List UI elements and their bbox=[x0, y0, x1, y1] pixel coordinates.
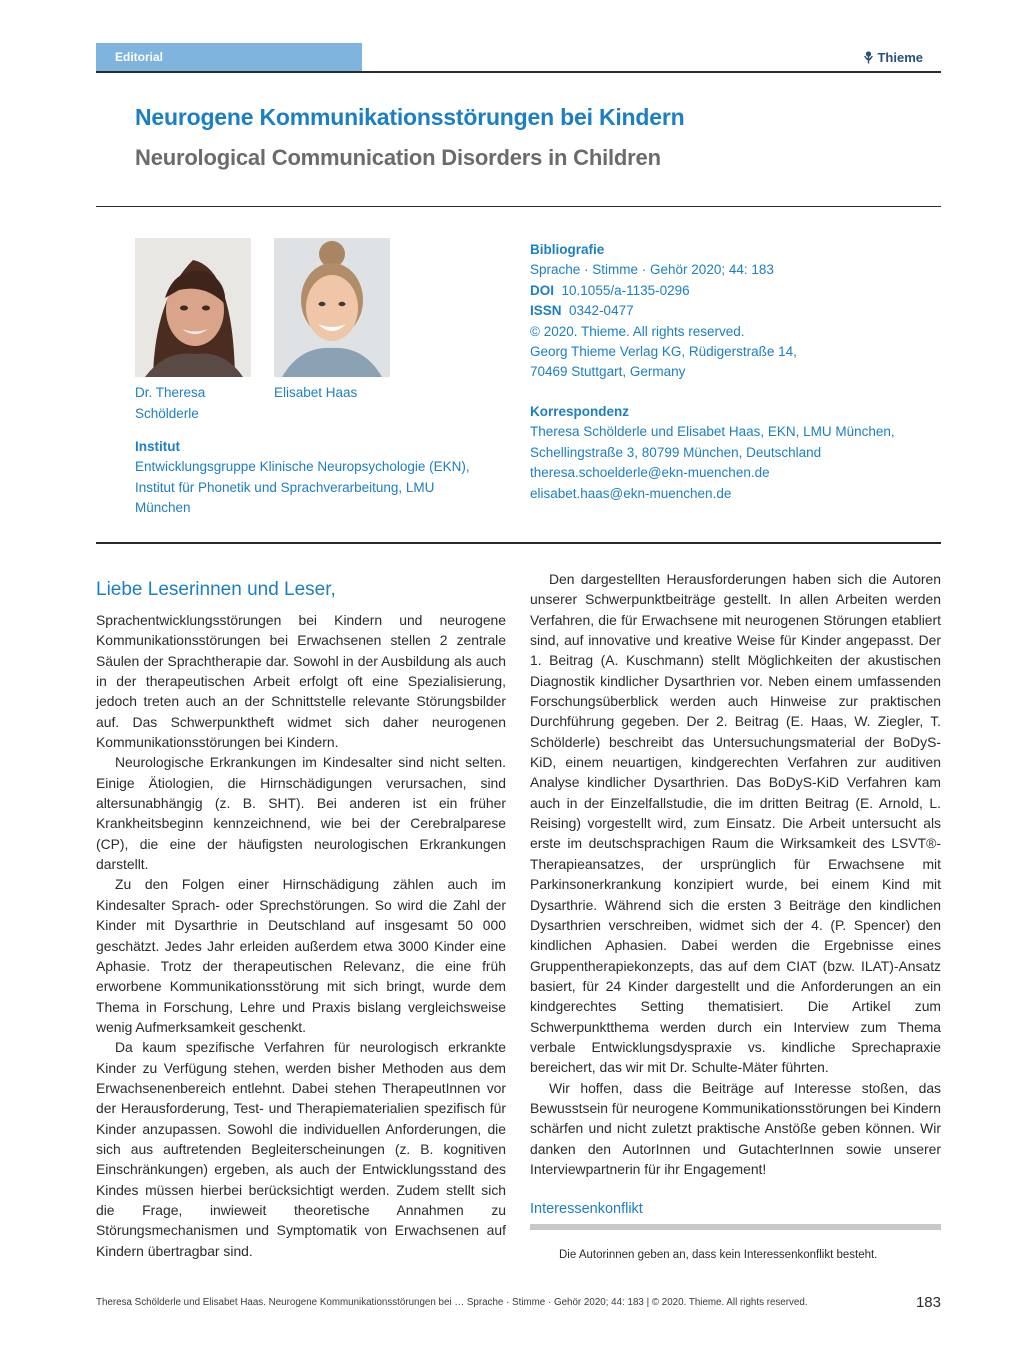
front-matter-rule bbox=[96, 542, 941, 544]
page-number: 183 bbox=[915, 1294, 941, 1311]
copyright-line: © 2020. Thieme. All rights reserved. bbox=[530, 323, 745, 339]
author-photo-haas bbox=[274, 238, 390, 377]
doi-line: DOI 10.1055/a-1135-0296 bbox=[530, 282, 690, 298]
correspondence-line: Theresa Schölderle und Elisabet Haas, EKN, LMU München, bbox=[530, 424, 895, 440]
author-name-haas: Elisabet Haas bbox=[274, 385, 358, 400]
body-paragraph: Sprachentwicklungsstörungen bei Kindern und neurogene Kommunikationsstörungen bei Erwachsenen stellen 2 zentrale Säulen der Sprachtherapie dar. Sowohl in der Ausbildung als auch in der therapeutischen Arbeit erfolgt oft eine Spezialisierung, jedoch treten auch an der Schnittstelle relevante Störungsbilder auf. Das Schwerpunktheft widmet sich daher neurogenen Kommunikationsstörungen bei Kindern. bbox=[96, 612, 506, 751]
institute-line: Institut für Phonetik und Sprachverarbeitung, LMU bbox=[135, 479, 435, 495]
body-left-column bbox=[96, 610, 506, 1261]
email-link[interactable]: elisabet.haas@ekn-muenchen.de bbox=[530, 485, 732, 501]
publisher-name: Thieme bbox=[877, 50, 923, 65]
publisher-address-line: 70469 Stuttgart, Germany bbox=[530, 364, 686, 380]
institute-line: München bbox=[135, 500, 191, 516]
body-paragraph: Zu den Folgen einer Hirnschädigung zählen auch im Kindesalter Sprach- oder Sprechstörungen. So wird die Zahl der Kinder mit Dysarthrie in Deutschland auf insgesamt 50 000 geschätzt. Jedes Jahr erleiden außerdem etwa 3000 Kinder eine Aphasie. Trotz der therapeutischen Relevanz, die eine früh erworbene Kommunikationsstörung mit sich bringt, wurde dem Thema in Forschung, Lehre und Praxis bislang vergleichsweise wenig Aufmerksamkeit geschenkt. bbox=[96, 876, 506, 1035]
institute-block bbox=[135, 437, 505, 519]
header-rule bbox=[96, 71, 941, 73]
email-link[interactable]: theresa.schoelderle@ekn-muenchen.de bbox=[530, 465, 770, 481]
conflict-bar bbox=[530, 1224, 941, 1230]
body-paragraph: Den dargestellten Herausforderungen haben sich die Autoren unserer Schwerpunktbeiträge gestellt. In allen Arbeiten werden Verfahren, die für Erwachsene mit neurogenen Störungen etabliert sind, auf innovative und kreative Weise für Kinder angepasst. Der 1. Beitrag (A. Kuschmann) stellt Möglichkeiten der akustischen Diagnostik kindlicher Dysarthrien vor. Neben einem umfassenden Forschungsüberblick werden auch Hinweise zur praktischen Durchführung gegeben. Der 2. Beitrag (E. Haas, W. Ziegler, T. Schölderle) beschreibt das Untersuchungsmaterial der BoDyS-KiD, einem neuartigen, kindgerechten Verfahren zur auditiven Analyse kindlicher Dysarthrien. Das BoDyS-KiD Verfahren kam auch in der Einzelfallstudie, die im dritten Beitrag (E. Arnold, L. Reising) vorgestellt wird, zum Einsatz. Die Arbeit untersucht als erste im deutschsprachigen Raum die Wirksamkeit des LSVT®-Therapieansatzes, der ursprünglich für Erwachsene mit Parkinsonerkrankung konzipiert wurde, bei einem Kind mit Dysarthrie. Während sich die ersten 3 Beiträge den kindlichen Dysarthrien verschreiben, widmet sich der 4. (P. Spencer) den kindlichen Aphasien. Dabei werden die Ergebnisse eines Gruppentherapiekonzepts, das auf dem CIAT (bzw. ILAT)-Ansatz basiert, für 24 Kinder dargestellt und die Anforderungen an ein kindgerechtes Setting thematisiert. Die Artikel zum Schwerpunktthema werden durch ein Interview zum Thema verbale Entwicklungsdyspraxie vs. kindliche Sprechapraxie bereichert, das wir mit Dr. Schulte-Mäter führten. bbox=[530, 571, 941, 1076]
thieme-icon bbox=[863, 51, 874, 64]
body-paragraph: Wir hoffen, dass die Beiträge auf Interesse stoßen, das Bewusstsein für neurogene Kommunikationsstörungen bei Kindern schärfen und nicht zuletzt praktische Anstöße geben können. Wir danken den AutorInnen und GutachterInnen sowie unserer Interviewpartnerin für ihr Engagement! bbox=[530, 1079, 941, 1177]
publisher-address-line: Georg Thieme Verlag KG, Rüdigerstraße 14, bbox=[530, 344, 797, 360]
title-german: Neurogene Kommunikationsstörungen bei Kindern bbox=[135, 104, 685, 130]
correspondence-line: Schellingstraße 3, 80799 München, Deutschland bbox=[530, 444, 822, 460]
institute-heading: Institut bbox=[135, 439, 180, 454]
correspondence-block bbox=[530, 402, 940, 504]
conflict-statement: Die Autorinnen geben an, dass kein Interessenkonflikt besteht. bbox=[559, 1249, 878, 1261]
issn-line: ISSN 0342-0477 bbox=[530, 303, 634, 319]
body-right-column bbox=[530, 569, 941, 1179]
title-english: Neurological Communication Disorders in Children bbox=[135, 145, 661, 170]
section-tag: Editorial bbox=[96, 43, 362, 72]
body-paragraph: Da kaum spezifische Verfahren für neurologisch erkrankte Kinder zu Verfügung stehen, werden bisher Methoden aus dem Erwachsenenbereich entlehnt. Dabei stehen TherapeutInnen vor der Herausforderung, Test- und Therapiematerialien spezifisch für Kinder anzupassen. Sowohl die individuellen Anforderungen, die sich aus auftretenden Begleiterscheinungen (z. B. kognitiven Einschränkungen) ergeben, als auch der Entwicklungsstand des Kindes müssen hierbei berücksichtigt werden. Zudem stellt sich die Frage, inwieweit theoretische Annahmen zu Störungsmechanismen und Symptomatik von Erwachsenen auf Kindern übertragbar sind. bbox=[96, 1039, 506, 1259]
author-photo-schoelderle bbox=[135, 238, 251, 377]
author-name-schoelderle: Dr. Theresa Schölderle bbox=[135, 385, 206, 421]
bibliography-block bbox=[530, 240, 940, 383]
publisher-logo bbox=[863, 50, 923, 65]
journal-citation: Sprache · Stimme · Gehör 2020; 44: 183 bbox=[530, 262, 774, 278]
bibliography-heading: Bibliografie bbox=[530, 242, 605, 257]
greeting-heading: Liebe Leserinnen und Leser, bbox=[96, 579, 336, 600]
conflict-heading: Interessenkonflikt bbox=[530, 1201, 643, 1217]
title-rule bbox=[96, 206, 941, 207]
body-paragraph: Neurologische Erkrankungen im Kindesalter sind nicht selten. Einige Ätiologien, die Hirnschädigungen verursachen, sind altersunabhängig (z. B. SHT). Bei anderen ist ein früher Krankheitsbeginn kennzeichnend, wie bei der Cerebralparese (CP), die eine der häufigsten neurologischen Erkrankungen darstellt. bbox=[96, 754, 506, 873]
institute-line: Entwicklungsgruppe Klinische Neuropsychologie (EKN), bbox=[135, 459, 470, 475]
doi-link[interactable]: 10.1055/a-1135-0296 bbox=[561, 282, 690, 298]
footer-citation: Theresa Schölderle und Elisabet Haas. Neurogene Kommunikationsstörungen bei … Sprache · Stimme · Gehör 2020; 44: 183 | © 2020. Thieme. All rights reserved. bbox=[96, 1297, 808, 1308]
correspondence-heading: Korrespondenz bbox=[530, 404, 630, 419]
